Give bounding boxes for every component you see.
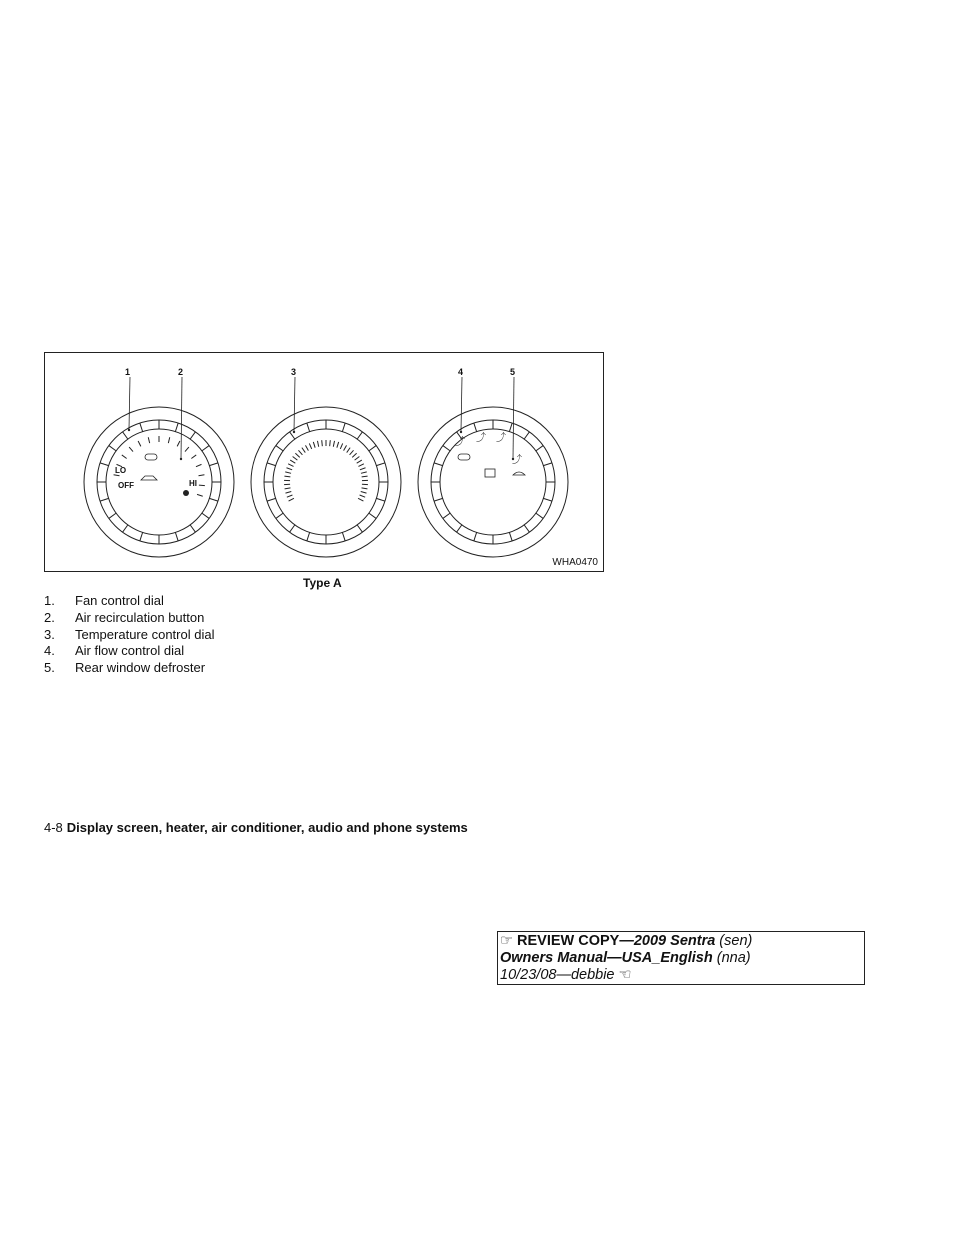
scale-tick (302, 448, 305, 453)
scale-tick (290, 460, 295, 463)
rear-defroster-icon (485, 469, 495, 477)
scale-tick (298, 450, 302, 455)
car-recirculation-icon (141, 476, 157, 480)
dial-tick (543, 463, 552, 466)
scale-tick (285, 491, 291, 493)
vent-bilevel-icon: ⤴ (476, 433, 486, 444)
pointing-hand-right-icon: ☞ (500, 933, 518, 949)
pointing-hand-left-icon: ☜ (614, 967, 632, 983)
vent-floor-defrost-icon: ⤴ (512, 455, 522, 466)
scale-tick (287, 495, 293, 497)
scale-tick (360, 495, 366, 497)
scale-tick (129, 447, 133, 452)
dial-tick (109, 513, 116, 518)
scale-tick (352, 453, 356, 457)
dial-tick (509, 532, 512, 541)
scale-tick (285, 488, 291, 489)
climate-control-figure (44, 352, 604, 572)
dial-ring-outer (431, 420, 555, 544)
scale-tick (197, 494, 203, 496)
dial-tick (536, 513, 543, 518)
recirculation-button (145, 454, 157, 460)
scale-tick (309, 443, 311, 449)
dial-tick (307, 532, 310, 541)
scale-tick (313, 442, 315, 448)
dial-tick (342, 423, 345, 432)
scale-tick (138, 441, 141, 446)
dial-tick (175, 423, 178, 432)
scale-tick (362, 488, 368, 489)
dial-tick (443, 513, 450, 518)
dial-tick (357, 525, 362, 532)
scale-tick (360, 468, 366, 470)
callout-2: 2 (178, 367, 184, 377)
legend-item: 5. Rear window defroster (44, 660, 206, 676)
scale-tick (317, 441, 318, 447)
legend-item: 2. Air recirculation button (44, 609, 205, 625)
scale-tick (286, 468, 292, 470)
airflow-center-button (458, 454, 470, 460)
scale-tick (340, 443, 342, 449)
scale-tick (177, 441, 180, 446)
dial-tick (267, 463, 276, 466)
scale-tick (289, 498, 294, 501)
dial-tick (434, 463, 443, 466)
scale-tick (148, 437, 149, 443)
page-footer (44, 820, 468, 835)
dial-tick (209, 463, 218, 466)
scale-tick (185, 447, 189, 452)
dial-tick (342, 532, 345, 541)
scale-tick (358, 464, 363, 467)
legend-item: 3. Temperature control dial (44, 626, 215, 642)
dial-tick (524, 525, 529, 532)
dial-tick (443, 446, 450, 451)
dial-tick (190, 432, 195, 439)
scale-tick (284, 476, 290, 477)
dial-tick (190, 525, 195, 532)
dial-tick (267, 498, 276, 501)
dial-tick (474, 423, 477, 432)
dial-tick (434, 498, 443, 501)
dial-tick (276, 446, 283, 451)
scale-tick (293, 457, 298, 461)
callout-1: 1 (125, 367, 131, 377)
scale-tick (361, 472, 367, 473)
legend-item: 1. Fan control dial (44, 593, 164, 608)
fan-hi-label: HI (189, 479, 197, 488)
section-title: Display screen, heater, air conditioner, audio and phone systems (66, 820, 468, 835)
vent-face-icon: ⤴ (455, 437, 465, 448)
dial-tick (376, 463, 385, 466)
front-defrost-icon (513, 472, 525, 475)
dial-tick (140, 532, 143, 541)
scale-tick (350, 450, 354, 455)
scale-tick (330, 440, 331, 446)
figure-legend (44, 593, 214, 677)
scale-tick (288, 464, 293, 467)
dial-tick (100, 463, 109, 466)
scale-tick (196, 464, 202, 466)
dial-tick (509, 423, 512, 432)
review-copy-stamp: ☞ REVIEW COPY—2009 Sentra (sen) Owners Manual—USA_English (nna) 10/23/08—debbie ☜ (497, 931, 865, 985)
dial-tick (369, 513, 376, 518)
dial-tick (109, 446, 116, 451)
figure-caption: Type A (303, 576, 342, 590)
dial-tick (175, 532, 178, 541)
dial-tick (543, 498, 552, 501)
fan-off-label: OFF (118, 481, 134, 490)
scale-tick (361, 491, 367, 493)
scale-tick (285, 472, 291, 473)
scale-tick (333, 441, 334, 447)
scale-tick (357, 460, 362, 463)
scale-tick (168, 437, 169, 443)
callout-4: 4 (458, 367, 464, 377)
callout-3: 3 (291, 367, 297, 377)
scale-tick (199, 475, 205, 476)
climate-dials-drawing (45, 353, 605, 573)
dial-tick (123, 432, 128, 439)
dial-tick (202, 446, 209, 451)
scale-tick (355, 457, 360, 461)
scale-tick (347, 448, 350, 453)
fan-icon (183, 490, 189, 496)
legend-item: 4. Air flow control dial (44, 643, 185, 659)
dial-tick (307, 423, 310, 432)
dial-ring-outer (264, 420, 388, 544)
dial-tick (140, 423, 143, 432)
dial-tick (474, 532, 477, 541)
dial-tick (536, 446, 543, 451)
scale-tick (362, 476, 368, 477)
scale-tick (191, 455, 196, 459)
fan-lo-label: LO (115, 466, 127, 475)
figure-id: WHA0470 (552, 557, 598, 568)
scale-tick (358, 498, 363, 501)
scale-tick (337, 442, 339, 448)
vent-floor-icon: ⤴ (496, 433, 506, 444)
dial-tick (202, 513, 209, 518)
scale-tick (305, 445, 308, 450)
dial-tick (290, 525, 295, 532)
callout-5: 5 (510, 367, 516, 377)
dial-tick (123, 525, 128, 532)
dial-tick (376, 498, 385, 501)
dial-tick (357, 432, 362, 439)
scale-tick (322, 440, 323, 446)
dial-tick (209, 498, 218, 501)
dial-tick (524, 432, 529, 439)
scale-tick (344, 445, 347, 450)
dial-tick (369, 446, 376, 451)
scale-tick (295, 453, 299, 457)
page-number: 4-8 (44, 820, 63, 835)
scale-tick (122, 455, 127, 459)
dial-tick (100, 498, 109, 501)
dial-tick (457, 525, 462, 532)
dial-tick (276, 513, 283, 518)
